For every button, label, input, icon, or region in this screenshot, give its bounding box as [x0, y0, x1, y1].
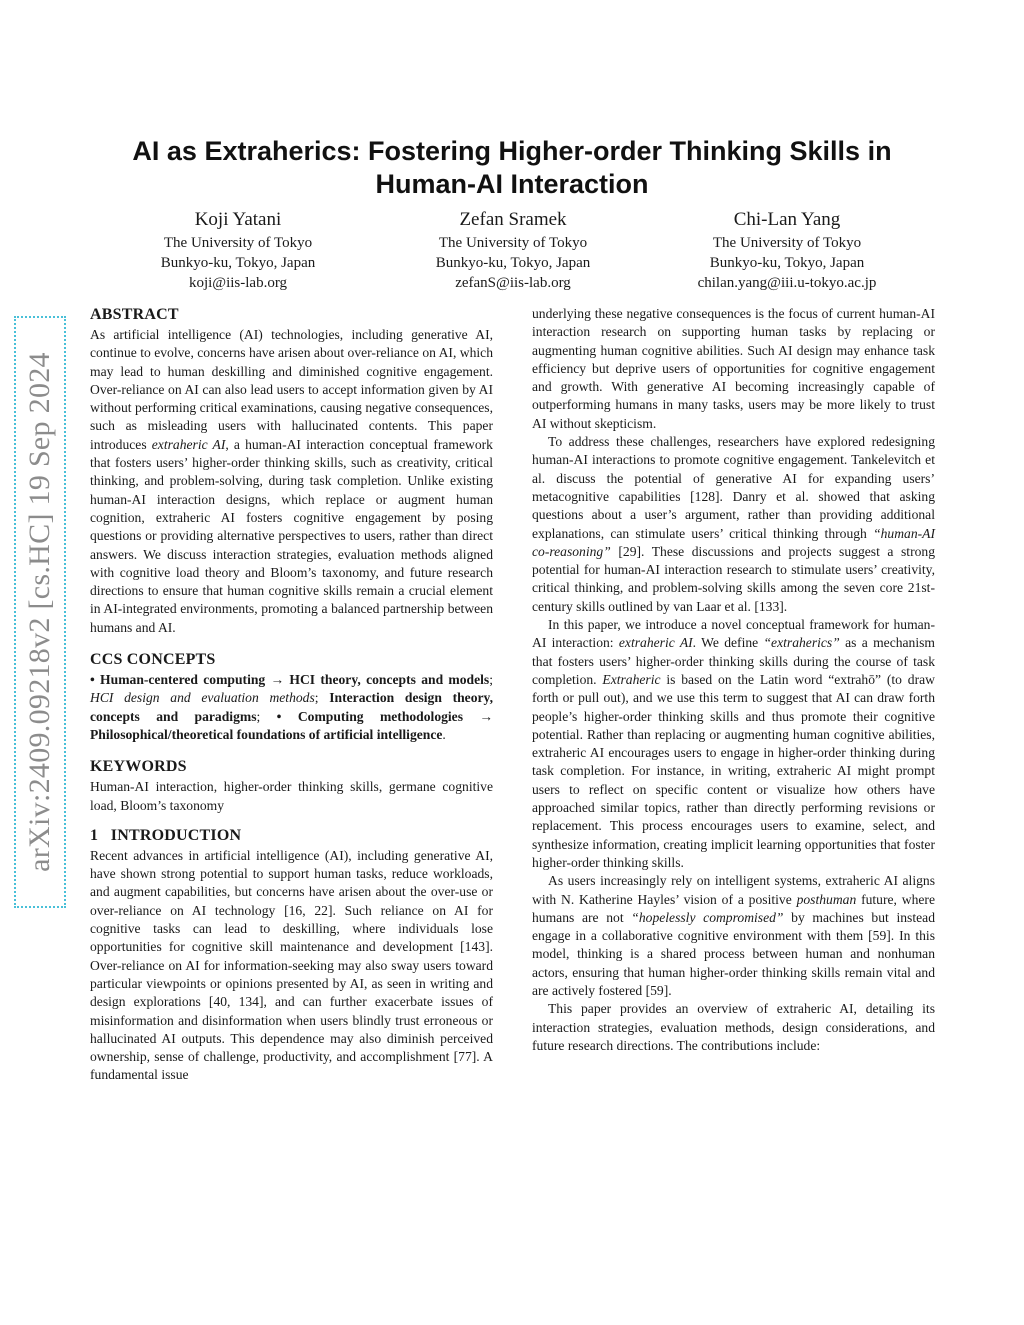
abstract-text-part: As artificial intelligence (AI) technologies, including generative AI, continue to evolve, concerns have arisen about over-reliance on AI, which may lead to human deskilling and diminished cognitive engagement. Over-reliance on AI can also lead users to accept information given by AI without performing critical examinations, causing negative consequences, such as misleading users with hallucinated contents. This paper introduces — [90, 327, 493, 452]
keywords-text: Human-AI interaction, higher-order thinking skills, germane cognitive load, Bloom’s taxonomy — [90, 779, 493, 813]
ccs-concept: Interaction design theory, concepts and paradigms — [90, 690, 493, 724]
paragraph-text-part: In this paper, we introduce a novel conceptual framework for human-AI interaction: — [532, 617, 935, 651]
introduction-paragraph: This paper provides an overview of extraheric AI, detailing its interaction strategies, evaluation methods, design considerations, and future research directions. The contributions include: — [532, 1001, 935, 1053]
abstract-text — [90, 326, 493, 637]
introduction-heading: 1 INTRODUCTION — [90, 826, 242, 844]
author-email: koji@iis-lab.org — [188, 275, 288, 291]
paragraph-text-part: As users increasingly rely on intelligent systems, extraheric AI aligns with N. Katherine Hayles’ vision of a positive — [532, 873, 935, 907]
ccs-separator: . — [442, 726, 446, 742]
ccs-concept: • Human-centered computing → HCI theory, concepts and models — [90, 672, 490, 688]
ccs-concepts-text — [90, 671, 493, 744]
author-block — [0, 207, 1024, 297]
author-2 — [363, 207, 663, 293]
paragraph-text-part: as a mechanism that fosters users’ higher-order thinking skills during the course of task completion. — [532, 635, 935, 687]
author-3 — [637, 207, 937, 293]
author-affiliation: The University of Tokyo — [712, 235, 862, 251]
paragraph-emphasis: “human-AI co-reasoning” — [532, 525, 935, 559]
paragraph-text-part: is based on the Latin word “extrahō” (to draw forth or pull out), and we use this term to suggest that AI can draw forth people’s higher-order thinking skills and thus promote their cognitive potential. Rather than replacing or augmenting human cognitive abilities, extraheric AI encourages users to engage in higher-order thinking during task completion. For instance, in writing, extraheric AI might prompt users to reflect on specific content or visualize how others have approached similar topics, rather than directly performing revisions or replacement. This process encourages users to examine, select, and synthesize information, creating implicit learning opportunities that foster higher-order thinking skills. — [532, 671, 935, 870]
left-column — [90, 304, 493, 1085]
introduction-paragraph: underlying these negative consequences is the focus of current human-AI interaction research on supporting human tasks by replacing or augmenting human cognitive abilities. Such AI design may enhance task efficiency but deprive users of opportunities for cognitive engagement and growth. With generative AI becoming increasingly capable of outperforming humans in many tasks, users may be more likely to trust AI without skepticism. — [532, 306, 935, 431]
author-name: Chi-Lan Yang — [733, 209, 841, 230]
author-name: Koji Yatani — [194, 209, 282, 230]
arxiv-identifier-text: arXiv:2409.09218v2 [cs.HC] 19 Sep 2024 — [23, 352, 56, 872]
author-affiliation: The University of Tokyo — [438, 235, 588, 251]
paragraph-emphasis: “extraherics” — [763, 635, 840, 651]
paragraph-emphasis: extraheric AI — [618, 635, 693, 651]
author-email: zefanS@iis-lab.org — [455, 275, 571, 291]
author-location: Bunkyo-ku, Tokyo, Japan — [709, 255, 865, 271]
ccs-concept: • Computing methodologies → Philosophical/theoretical foundations of artificial intelligence — [90, 708, 494, 742]
author-location: Bunkyo-ku, Tokyo, Japan — [160, 255, 316, 271]
paragraph-text-part: by machines but instead engage in a collaborative cognitive environment with them [59]. In this model, thinking is a shared process between human and nonhuman actors, ensuring that human higher-order thinking skills remain vital and are actively fostered [59]. — [532, 909, 935, 998]
arxiv-identifier-stamp — [14, 316, 66, 908]
author-name: Zefan Sramek — [459, 209, 567, 230]
author-location: Bunkyo-ku, Tokyo, Japan — [435, 255, 591, 271]
right-column — [532, 305, 935, 1055]
paragraph-text-part: . We define — [692, 635, 764, 651]
paragraph-emphasis: “hopelessly compromised” — [631, 909, 784, 925]
ccs-concept: HCI design and evaluation methods — [90, 690, 315, 706]
ccs-heading: CCS CONCEPTS — [90, 651, 216, 669]
paper-title: AI as Extraherics: Fostering Higher-order Thinking Skills in Human-AI Interaction — [132, 136, 892, 199]
keywords-heading: KEYWORDS — [90, 758, 187, 776]
abstract-heading: ABSTRACT — [90, 306, 179, 323]
ccs-separator: ; — [314, 690, 330, 706]
introduction-paragraph — [532, 616, 935, 872]
author-email: chilan.yang@iii.u-tokyo.ac.jp — [697, 275, 877, 291]
paragraph-emphasis: Extraheric — [602, 671, 661, 687]
abstract-emphasis: extraheric AI — [151, 436, 226, 452]
introduction-paragraph — [532, 872, 935, 1000]
introduction-paragraph: Recent advances in artificial intelligence (AI), including generative AI, have shown strong potential to support human tasks, reduce workloads, and augment capabilities, but concerns have arisen about the over-use or over-reliance on AI technology [16, 22]. Such reliance on AI for cognitive tasks can lead to deskilling, where individuals lose opportunities for cognitive skill maintenance and development [143]. Over-reliance on AI for information-seeking may also sway users toward particular viewpoints or opinions presented by AI, as seen in writing and design explorations [40, 134], and can further exacerbate issues of misinformation and disinformation when users blindly trust erroneous or hallucinated AI outputs. This dependence may also diminish perceived ownership, sense of challenge, productivity, and accomplishment [77]. A fundamental issue — [90, 847, 493, 1083]
paragraph-emphasis: posthuman — [796, 891, 857, 907]
paragraph-text-part: To address these challenges, researchers have explored redesigning human-AI interactions to promote cognitive engagement. Tankelevitch et al. discuss the potential of generative AI for expanding users’ metacognitive capabilities [128]. Danry et al. showed that asking questions about a user’s argument, rather than providing additional explanations, can stimulate users’ critical thinking through — [532, 434, 935, 541]
author-1 — [88, 207, 388, 293]
ccs-separator: ; — [256, 708, 277, 724]
introduction-paragraph — [532, 433, 935, 616]
paragraph-text-part: future, where humans are not — [532, 891, 935, 925]
paragraph-text-part: [29]. These discussions and projects suggest a strong potential for human-AI interaction research to stimulate users’ creativity, critical thinking, and problem-solving skills among the seven core 21st-century skills outlined by van Laar et al. [133]. — [532, 543, 935, 614]
ccs-separator: ; — [489, 672, 493, 688]
abstract-text-part: , a human-AI interaction conceptual framework that fosters users’ higher-order thinking skills, such as creativity, critical thinking, and problem-solving, during task completion. Unlike existing human-AI interaction designs, which replace or augment human cognition, extraheric AI fosters cognitive engagement by posing questions or providing alternative perspectives to users, rather than direct answers. We discuss interaction strategies, evaluation methods aligned with cognitive load theory and Bloom’s taxonomy, and future research directions to ensure that human cognitive skills remain a crucial element in AI-integrated environments, promoting a balanced partnership between humans and AI. — [90, 436, 493, 635]
author-affiliation: The University of Tokyo — [163, 235, 313, 251]
